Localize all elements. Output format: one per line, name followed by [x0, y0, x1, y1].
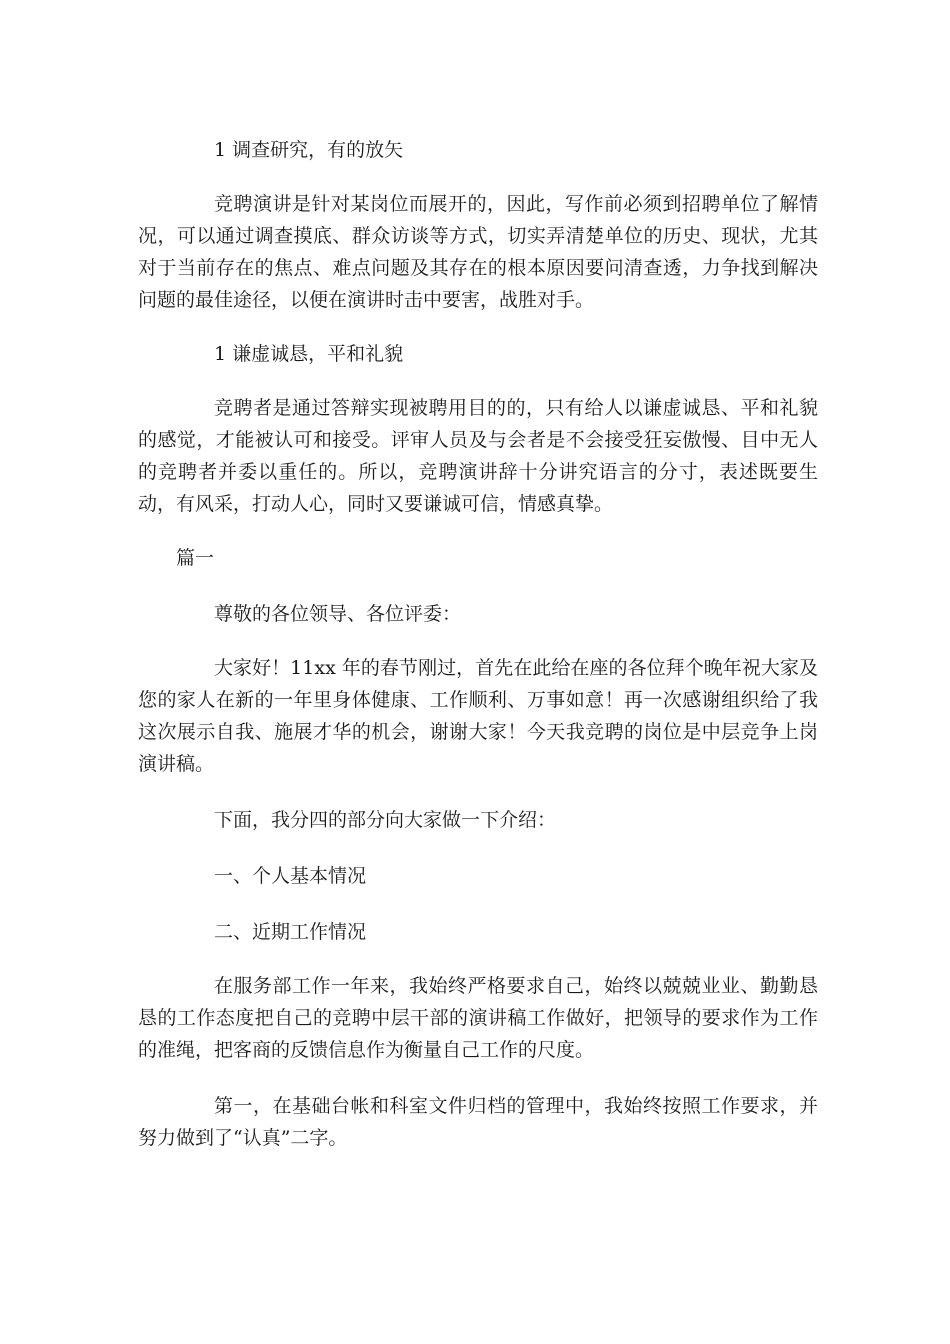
intro-line: 下面，我分四的部分向大家做一下介绍： — [214, 809, 557, 831]
outline-item-2: 二、近期工作情况 — [214, 921, 367, 943]
section-title: 篇一 — [176, 547, 215, 569]
paragraph-work: 在服务部工作一年来，我始终严格要求自己，始终以兢兢业业、勤勤恳恳的工作态度把自己的竞聘中层干部的演讲稿工作做好，把领导的要求作为工作的准绳，把客商的反馈信息作为衡量自己工作的尺度。 — [138, 975, 818, 1061]
subheading-research: 1 调查研究，有的放矢 — [214, 139, 404, 161]
paragraph-modesty: 竞聘者是通过答辩实现被聘用目的的，只有给人以谦虚诚恳、平和礼貌的感觉，才能被认可和接受。评审人员及与会者是不会接受狂妄傲慢、目中无人的竞聘者并委以重任的。所以，竞聘演讲辞十分讲究语言的分寸，表述既要生动，有风采，打动人心，同时又要谦诚可信，情感真挚。 — [138, 397, 818, 515]
paragraph-greeting: 大家好！11xx 年的春节刚过，首先在此给在座的各位拜个晚年祝大家及您的家人在新的一年里身体健康、工作顺利、万事如意！再一次感谢组织给了我这次展示自我、施展才华的机会，谢谢大家！今天我竞聘的岗位是中层竞争上岗演讲稿。 — [138, 657, 818, 775]
document-page — [138, 134, 818, 1154]
paragraph-research: 竞聘演讲是针对某岗位而展开的，因此，写作前必须到招聘单位了解情况，可以通过调查摸底、群众访谈等方式，切实弄清楚单位的历史、现状，尤其对于当前存在的焦点、难点问题及其存在的根本原因要问清查透，力争找到解决问题的最佳途径，以便在演讲时击中要害，战胜对手。 — [138, 193, 818, 311]
paragraph-first: 第一，在基础台帐和科室文件归档的管理中，我始终按照工作要求，并努力做到了“认真”二字。 — [138, 1095, 818, 1149]
salutation: 尊敬的各位领导、各位评委： — [214, 603, 462, 625]
outline-item-1: 一、个人基本情况 — [214, 865, 367, 887]
subheading-modesty: 1 谦虚诚恳，平和礼貌 — [214, 343, 404, 365]
